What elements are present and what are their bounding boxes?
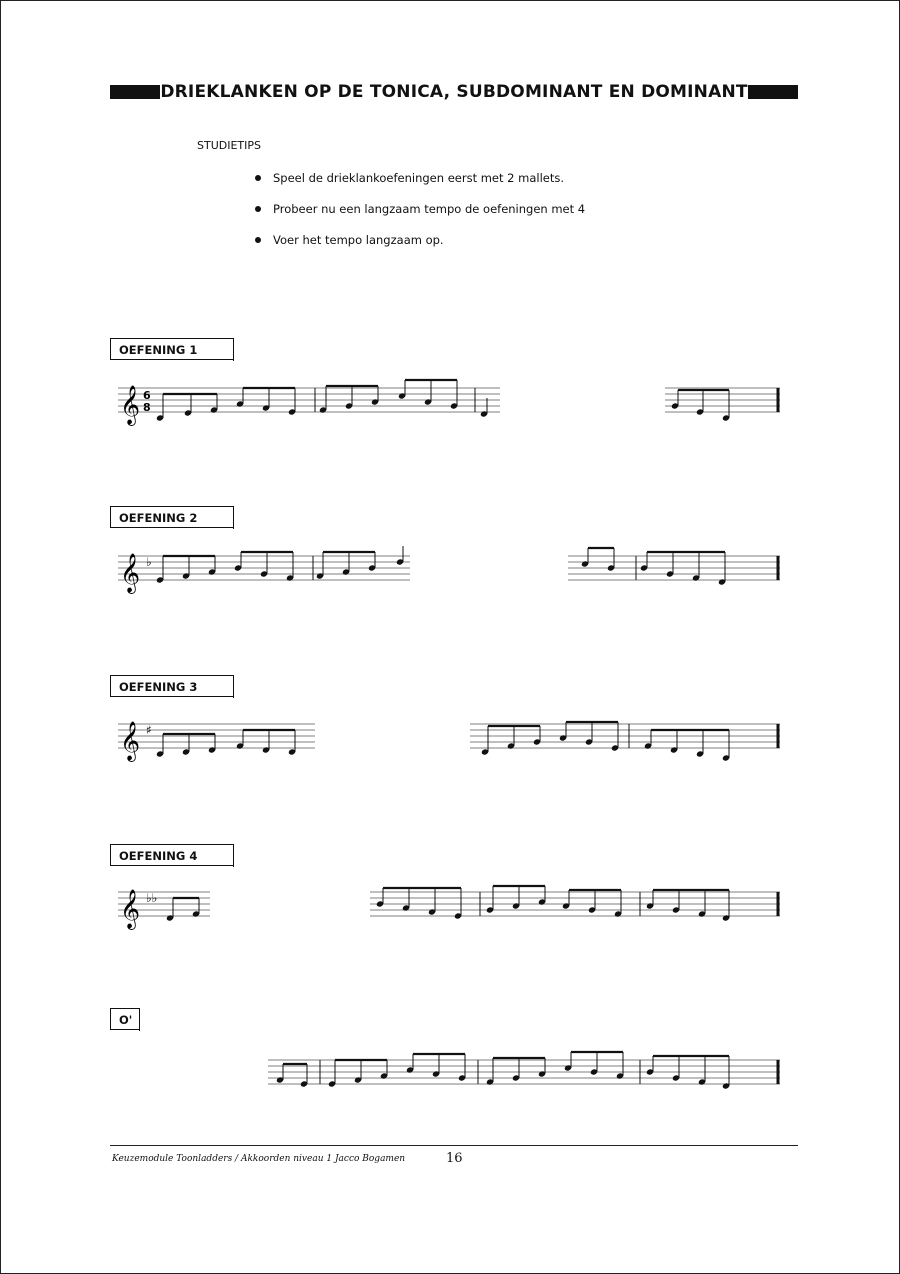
treble-clef-icon: 𝄞 bbox=[120, 889, 141, 929]
heading-bar-left bbox=[110, 85, 160, 99]
key-signature: ♭♭ bbox=[146, 891, 158, 905]
music-staff-1 bbox=[0, 380, 900, 430]
tip-item: Probeer nu een langzaam tempo de oefeningen met 4 bbox=[255, 201, 585, 232]
tips-title: STUDIETIPS bbox=[197, 139, 261, 152]
tips-list bbox=[255, 170, 585, 263]
exercise-label-3: OEFENING 3 bbox=[110, 675, 234, 697]
exercise-label-2: OEFENING 2 bbox=[110, 506, 234, 528]
treble-clef-icon: 𝄞 bbox=[120, 385, 141, 425]
music-staff-5 bbox=[0, 1052, 900, 1102]
exercise-label-1: OEFENING 1 bbox=[110, 338, 234, 360]
footer-text: Keuzemodule Toonladders / Akkoorden niveau 1 Jacco Bogamen bbox=[112, 1154, 406, 1164]
music-staff-2 bbox=[0, 548, 900, 598]
footer-rule bbox=[110, 1145, 798, 1146]
time-signature: 8 bbox=[143, 401, 151, 414]
key-signature: ♯ bbox=[146, 723, 152, 737]
key-signature: ♭ bbox=[146, 555, 152, 569]
exercise-label-5: O' bbox=[110, 1008, 140, 1030]
treble-clef-icon: 𝄞 bbox=[120, 721, 141, 761]
heading-bar-right bbox=[748, 85, 798, 99]
heading-text: DRIEKLANKEN OP DE TONICA, SUBDOMINANT EN DOMINANT bbox=[160, 82, 748, 102]
music-staff-3 bbox=[0, 716, 900, 766]
exercise-label-4: OEFENING 4 bbox=[110, 844, 234, 866]
time-signature: 6 bbox=[143, 389, 151, 402]
music-staff-4 bbox=[0, 884, 900, 934]
page-number: 16 bbox=[446, 1151, 463, 1166]
tip-item: Speel de drieklankoefeningen eerst met 2 mallets. bbox=[255, 170, 585, 201]
treble-clef-icon: 𝄞 bbox=[120, 553, 141, 593]
section-heading bbox=[110, 80, 798, 104]
tip-item: Voer het tempo langzaam op. bbox=[255, 232, 585, 263]
